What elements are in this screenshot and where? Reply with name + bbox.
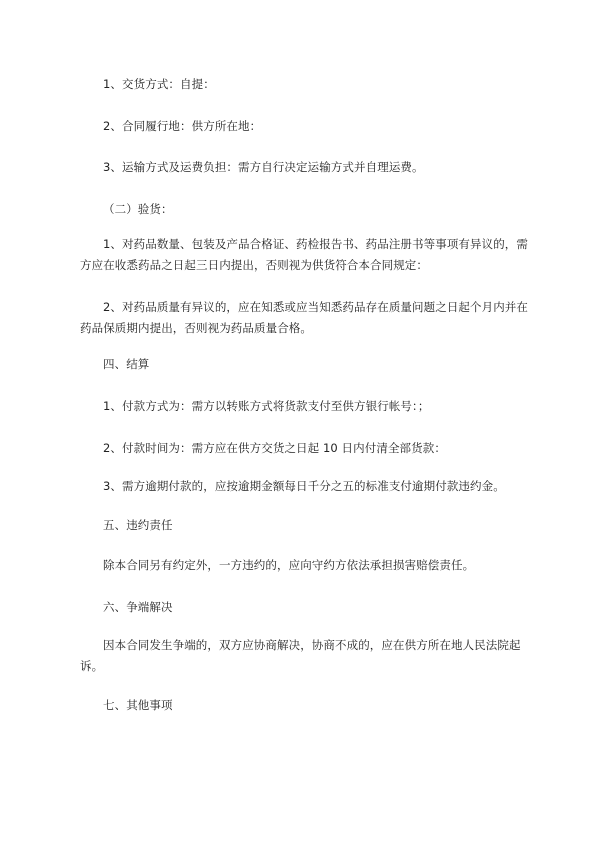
inspection-heading: （二）验货：: [103, 202, 173, 216]
quality-objection-clause: 2、对药品质量有异议的，应在知悉或应当知悉药品存在质量问题之日起个月内并在药品保质期内提出，否则视为药品质量合格。: [80, 300, 529, 335]
performance-place-clause: 2、合同履行地：供方所在地：: [103, 119, 262, 133]
late-payment-clause: 3、需方逾期付款的，应按逾期金额每日千分之五的标准支付逾期付款违约金。: [103, 479, 505, 493]
liability-clause: 除本合同另有约定外，一方违约的，应向守约方依法承担损害赔偿责任。: [103, 558, 475, 572]
dispute-heading: 六、争端解决: [103, 600, 173, 614]
payment-method-clause: 1、付款方式为：需方以转账方式将货款支付至供方银行帐号：；: [103, 399, 430, 413]
quantity-objection-clause: 1、对药品数量、包装及产品合格证、药检报告书、药品注册书等事项有异议的，需方应在收悉药品之日起三日内提出，否则视为供货符合本合同规定：: [80, 237, 529, 272]
delivery-method-clause: 1、交货方式：自提：: [103, 77, 215, 91]
dispute-clause: 因本合同发生争端的，双方应协商解决，协商不成的，应在供方所在地人民法院起诉。: [80, 638, 521, 673]
transport-clause: 3、运输方式及运费负担：需方自行决定运输方式并自理运费。: [103, 160, 424, 174]
other-matters-heading: 七、其他事项: [103, 698, 173, 712]
payment-time-clause: 2、付款时间为：需方应在供方交货之日起 10 日内付清全部货款：: [103, 441, 446, 455]
settlement-heading: 四、结算: [103, 357, 150, 371]
liability-heading: 五、违约责任: [103, 518, 173, 532]
